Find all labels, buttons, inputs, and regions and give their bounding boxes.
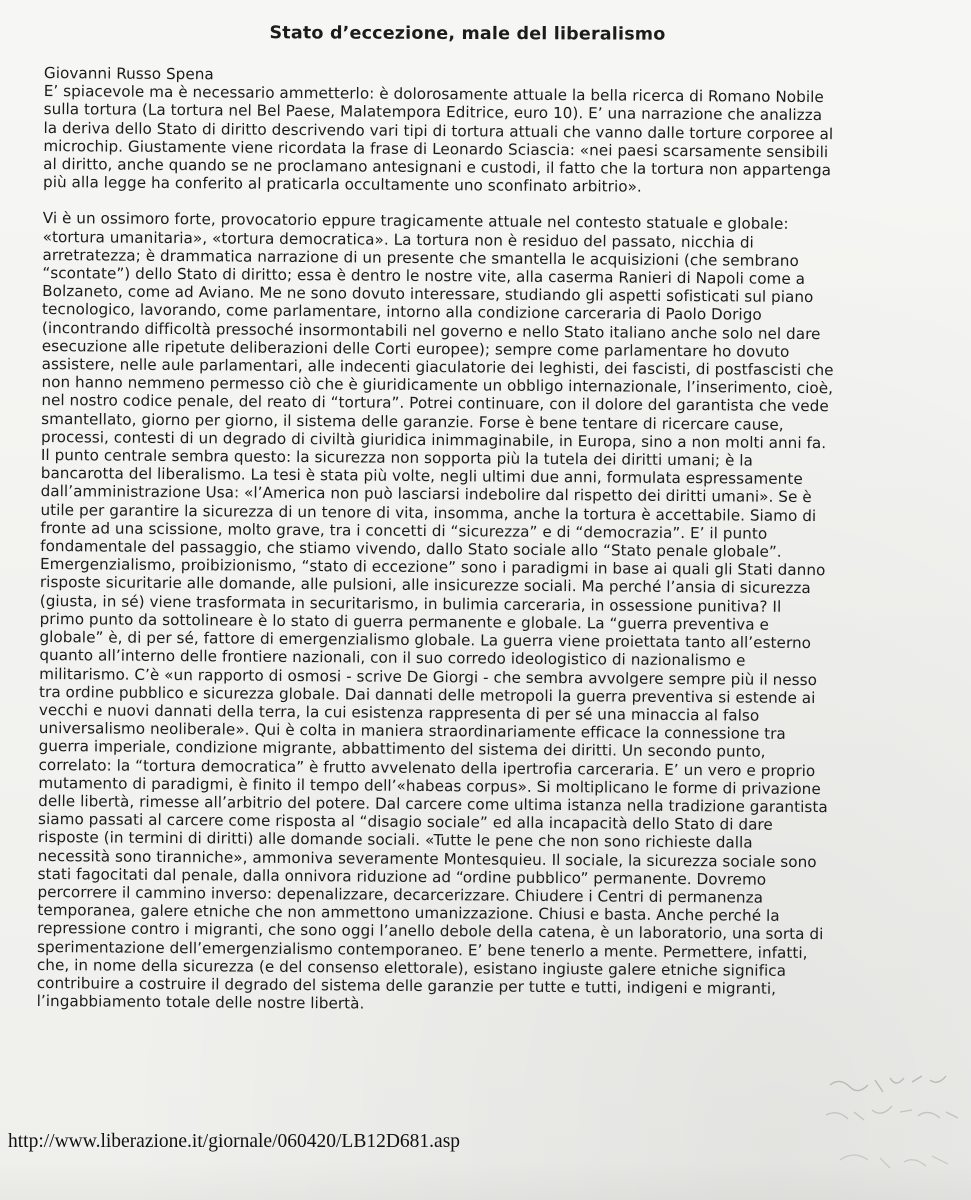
text-line: sperimentazione dell’emergenzialismo contemporaneo. E’ bene tenerlo a mente. Permettere, infatti, xyxy=(36,937,808,962)
text-line: assistere, nelle aule parlamentari, alle indecenti giaculatorie dei leghisti, dei fascisti, di postfascisti che xyxy=(41,355,834,380)
text-line: percorrere il cammino inverso: depenalizzare, decarcerizzare. Chiudere i Centri di permanenza xyxy=(37,882,764,907)
text-line: nel nostro codice penale, del reato di “tortura”. Potrei continuare, con il dolore del garantista che vede xyxy=(41,391,829,416)
text-line: quanto all’interno delle frontiere nazionali, con il suo corredo ideologistico di nazionalismo e xyxy=(39,646,746,670)
text-line: Vi è un ossimoro forte, provocatorio eppure tragicamente attuale nel contesto statuale e globale: xyxy=(42,209,789,234)
text-line: contribuire a costruire il degrado del sistema delle garanzie per tutte e tutti, indigeni e migranti, xyxy=(36,973,777,998)
text-line: “scontate”) dello Stato di diritto; essa è dentro le nostre vite, alla caserma Ranieri di Napoli come a xyxy=(42,264,806,289)
text-line: mutamento di paradigmi, è finito il tempo dell’«habeas corpus». Si moltiplicano le forme di privazione xyxy=(38,773,821,798)
text-line: al diritto, anche quando se ne proclamano antesignani e custodi, il fatto che la tortura non appartenga xyxy=(43,155,832,180)
text-line: universalismo neoliberale». Qui è colta in maniera straordinariamente efficace la connessione tra xyxy=(38,719,786,743)
text-line: vecchi e nuovi dannati della terra, la cui esistenza rappresenta di per sé una minaccia al falso xyxy=(38,700,760,725)
article-title: Stato d’eccezione, male del liberalismo xyxy=(269,23,666,45)
text-line: militarismo. C’è «un rapporto di osmosi - scrive De Giorgi - che sembra avvolgere sempre più il nesso xyxy=(39,664,818,689)
page-shadow xyxy=(0,1160,971,1200)
text-line: microchip. Giustamente viene ricordata la frase di Leonardo Sciascia: «nei paesi scarsamente sensibili xyxy=(43,136,829,161)
text-line: dall’amministrazione Usa: «l’America non può lasciarsi indebolire dal rispetto dei diritti umani». Se è xyxy=(40,482,812,507)
text-line: tecnologico, lavorando, come parlamentare, intorno alla condizione carceraria di Paolo Dorigo xyxy=(42,300,762,325)
article-body xyxy=(37,64,924,1017)
text-line: bancarotta del liberalismo. La tesi è stata più volte, negli ultimi due anni, formulata espressamente xyxy=(40,464,803,489)
text-line: l’ingabbiamento totale delle nostre libertà. xyxy=(36,992,365,1013)
text-line: non hanno nemmeno permesso ciò che è giuridicamente un obbligo internazionale, l’inserimento, cioè, xyxy=(41,373,834,398)
text-line: che, in nome della sicurezza (e del consenso elettorale), esistano ingiuste galere etniche significa xyxy=(36,955,787,980)
text-line: siamo passati al carcere come risposta al “disagio sociale” ed alla incapacità dello Stato di dare xyxy=(37,810,773,834)
text-line: arretratezza; è drammatica narrazione di un presente che smantella le acquisizioni (che sembrano xyxy=(42,245,799,270)
paragraph-1 xyxy=(43,82,924,198)
text-line: globale” è, di per sé, fattore di emergenzialismo globale. La guerra viene proiettata tanto all’esterno xyxy=(39,628,812,653)
text-line: risposte sicuritarie alle domande, alle pulsioni, alle insicurezze sociali. Ma perché l’ansia di sicurezza xyxy=(39,573,811,598)
text-line: delle libertà, rimesse all’arbitrio del potere. Dal carcere come ultima istanza nella tradizione garantista xyxy=(38,791,828,817)
text-line: fondamentale del passaggio, che stiamo vivendo, dallo Stato sociale allo “Stato penale globale”. xyxy=(40,537,782,561)
text-line: processi, contesti di un degrado di civiltà giuridica inimmaginabile, in Europa, sino a non molti anni fa. xyxy=(41,427,827,453)
text-line: «tortura umanitaria», «tortura democratica». La tortura non è residuo del passato, nicchia di xyxy=(42,227,754,252)
source-url[interactable]: http://www.liberazione.it/giornale/060420/LB12D681.asp xyxy=(8,1131,461,1152)
text-line: Bolzaneto, come ad Aviano. Me ne sono dovuto interessare, studiando gli aspetti sofisticati sul piano xyxy=(42,282,814,307)
text-line: tra ordine pubblico e sicurezza globale. Dai dannati delle metropoli la guerra preventiva si estende ai xyxy=(38,682,816,707)
text-line: primo punto da sottolineare è lo stato di guerra permanente e globale. La “guerra preventiva e xyxy=(39,609,769,634)
text-line: guerra imperiale, condizione migrante, abbattimento del sistema dei diritti. Un secondo punto, xyxy=(38,737,766,762)
paragraph-2 xyxy=(37,209,923,1017)
text-line: fronte ad una scissione, molto grave, tra i concetti di “sicurezza” e di “democrazia”. E’ il punto xyxy=(40,518,768,543)
text-line: (incontrando difficoltà pressoché insormontabili nel governo e nello Stato italiano anche solo nel dare xyxy=(41,318,821,343)
text-line: risposte (in termini di diritti) alle domande sociali. «Tutte le pene che non sono richieste dalla xyxy=(37,828,753,852)
author-name: Giovanni Russo Spena xyxy=(43,64,214,84)
text-line: E’ spiacevole ma è necessario ammetterlo: è dolorosamente attuale la bella ricerca di Romano Nobile xyxy=(43,82,824,107)
text-line: utile per garantire la sicurezza di un tenore di vita, insomma, anche la tortura è accettabile. Siamo di xyxy=(40,500,817,525)
text-line: Emergenzialismo, proibizionismo, “stato di eccezione” sono i paradigmi in base ai quali gli Stati danno xyxy=(40,555,826,580)
text-line: stati fagocitati dal penale, dalla onnivora riduzione ad “ordine pubblico” permanente. Dovremo xyxy=(37,864,767,889)
text-line: sulla tortura (La tortura nel Bel Paese, Malatempora Editrice, euro 10). E’ una narrazione che analizza xyxy=(43,100,823,125)
text-line: più alla legge ha conferito al praticarla occultamente uno sconfinato arbitrio». xyxy=(43,173,642,196)
text-line: necessità sono tiranniche», ammoniva severamente Montesquieu. Il sociale, la sicurezza sociale sono xyxy=(37,846,817,871)
text-line: repressione contro i migranti, che sono oggi l’anello debole della catena, è un laboratorio, una sorta di xyxy=(37,919,824,944)
text-line: esecuzione alle ripetute deliberazioni delle Corti europee); sempre come parlamentare ho dovuto xyxy=(41,336,790,361)
text-line: smantellato, giorno per giorno, il sistema delle garanzie. Forse è bene tentare di ricercare cause, xyxy=(41,409,784,434)
text-line: Il punto centrale sembra questo: la sicurezza non sopporta più la tutela dei diritti umani; è la xyxy=(40,446,753,470)
text-line: temporanea, galere etniche che non ammettono umanizzazione. Chiusi e basta. Anche perché la xyxy=(37,901,780,925)
text-line: (giusta, in sé) viene trasformata in securitarismo, in bulimia carceraria, in ossessione punitiva? Il xyxy=(39,591,782,616)
text-line: correlato: la “tortura democratica” è frutto avvelenato della ipertrofia carceraria. E’ un vero e proprio xyxy=(38,755,816,780)
text-line: la deriva dello Stato di diritto descrivendo vari tipi di tortura attuali che vanno dalle torture corporee al xyxy=(43,118,834,143)
